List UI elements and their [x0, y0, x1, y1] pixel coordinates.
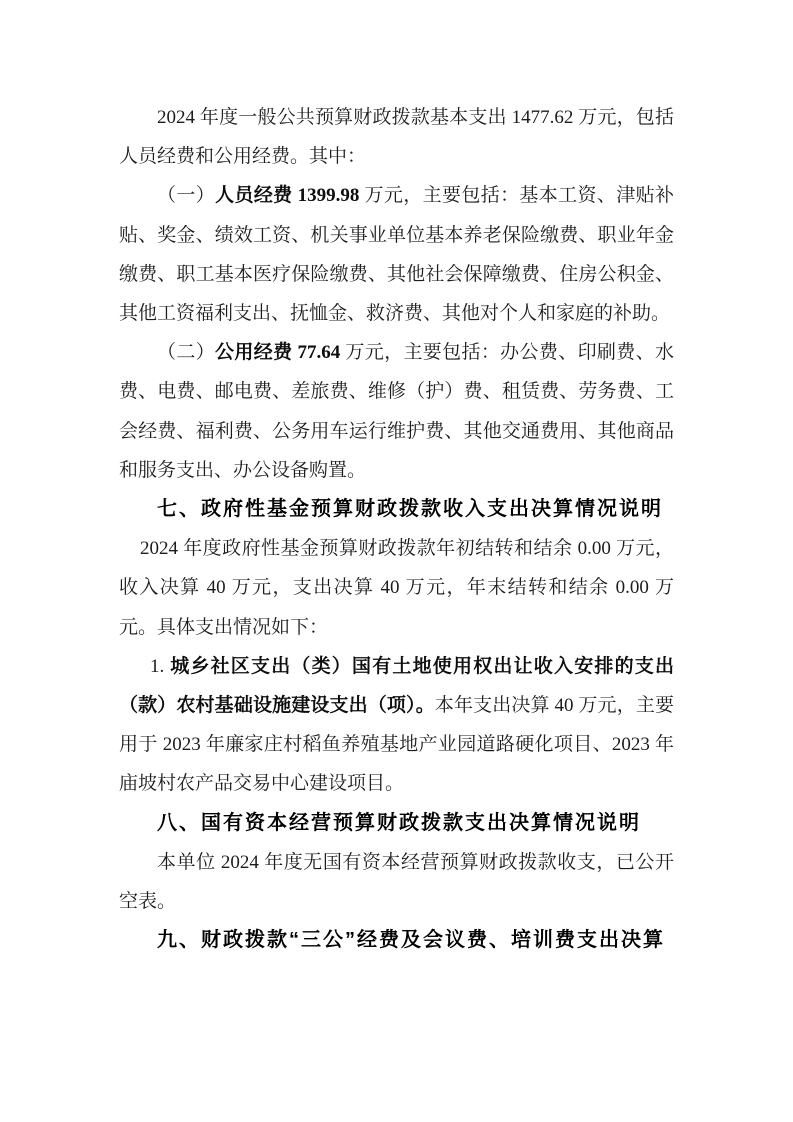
emphasis-text: 人员经费 1399.98: [215, 185, 360, 207]
paragraph: [119, 843, 674, 921]
text-run: 七、政府性基金预算财政拨款收入支出决算情况说明: [157, 498, 663, 521]
text-run: （一）: [157, 185, 216, 207]
paragraph: [119, 98, 674, 176]
section-heading: [119, 804, 674, 843]
text-run: 九、财政拨款“三公”经费及会议费、培训费支出决算: [157, 929, 665, 952]
page-content: [119, 98, 674, 960]
text-run: 本单位 2024 年度无国有资本经营预算财政拨款收支，已公开空表。: [119, 851, 674, 913]
paragraph: [119, 176, 674, 333]
text-run: 1.: [150, 655, 171, 677]
section-heading: [119, 490, 674, 529]
emphasis-text: 公用经费 77.64: [215, 342, 341, 364]
text-run: 万元，主要包括：办公费、印刷费、水费、电费、邮电费、差旅费、维修（护）费、租赁费、劳务费、工会经费、福利费、公务用车运行维护费、其他交通费用、其他商品和服务支出、办公设备购置。: [119, 342, 674, 481]
paragraph: [119, 333, 674, 490]
text-run: 2024 年度一般公共预算财政拨款基本支出 1477.62 万元，包括人员经费和公用经费。其中：: [119, 107, 674, 168]
paragraph: [119, 647, 674, 804]
text-run: 2024 年度政府性基金预算财政拨款年初结转和结余 0.00 万元，收入决算 40 万元，支出决算 40 万元，年末结转和结余 0.00 万元。具体支出情况如下：: [119, 538, 674, 638]
emphasis-text: 城乡社区支出（类）国有土地使用权出让收入安排的支出（款）农村基础设施建设支出（项）。: [119, 655, 674, 717]
section-heading: [119, 921, 674, 960]
paragraph: [119, 529, 674, 647]
text-run: 本年支出决算 40 万元，主要用于 2023 年廉家庄村稻鱼养殖基地产业园道路硬化项目、2023 年庙坡村农产品交易中心建设项目。: [119, 695, 674, 795]
text-run: 万元，主要包括：基本工资、津贴补贴、奖金、绩效工资、机关事业单位基本养老保险缴费、职业年金缴费、职工基本医疗保险缴费、其他社会保障缴费、住房公积金、其他工资福利支出、抚恤金、救济费、其他对个人和家庭的补助。: [119, 185, 674, 325]
text-run: （二）: [157, 342, 216, 364]
text-run: 八、国有资本经营预算财政拨款支出决算情况说明: [157, 811, 641, 834]
